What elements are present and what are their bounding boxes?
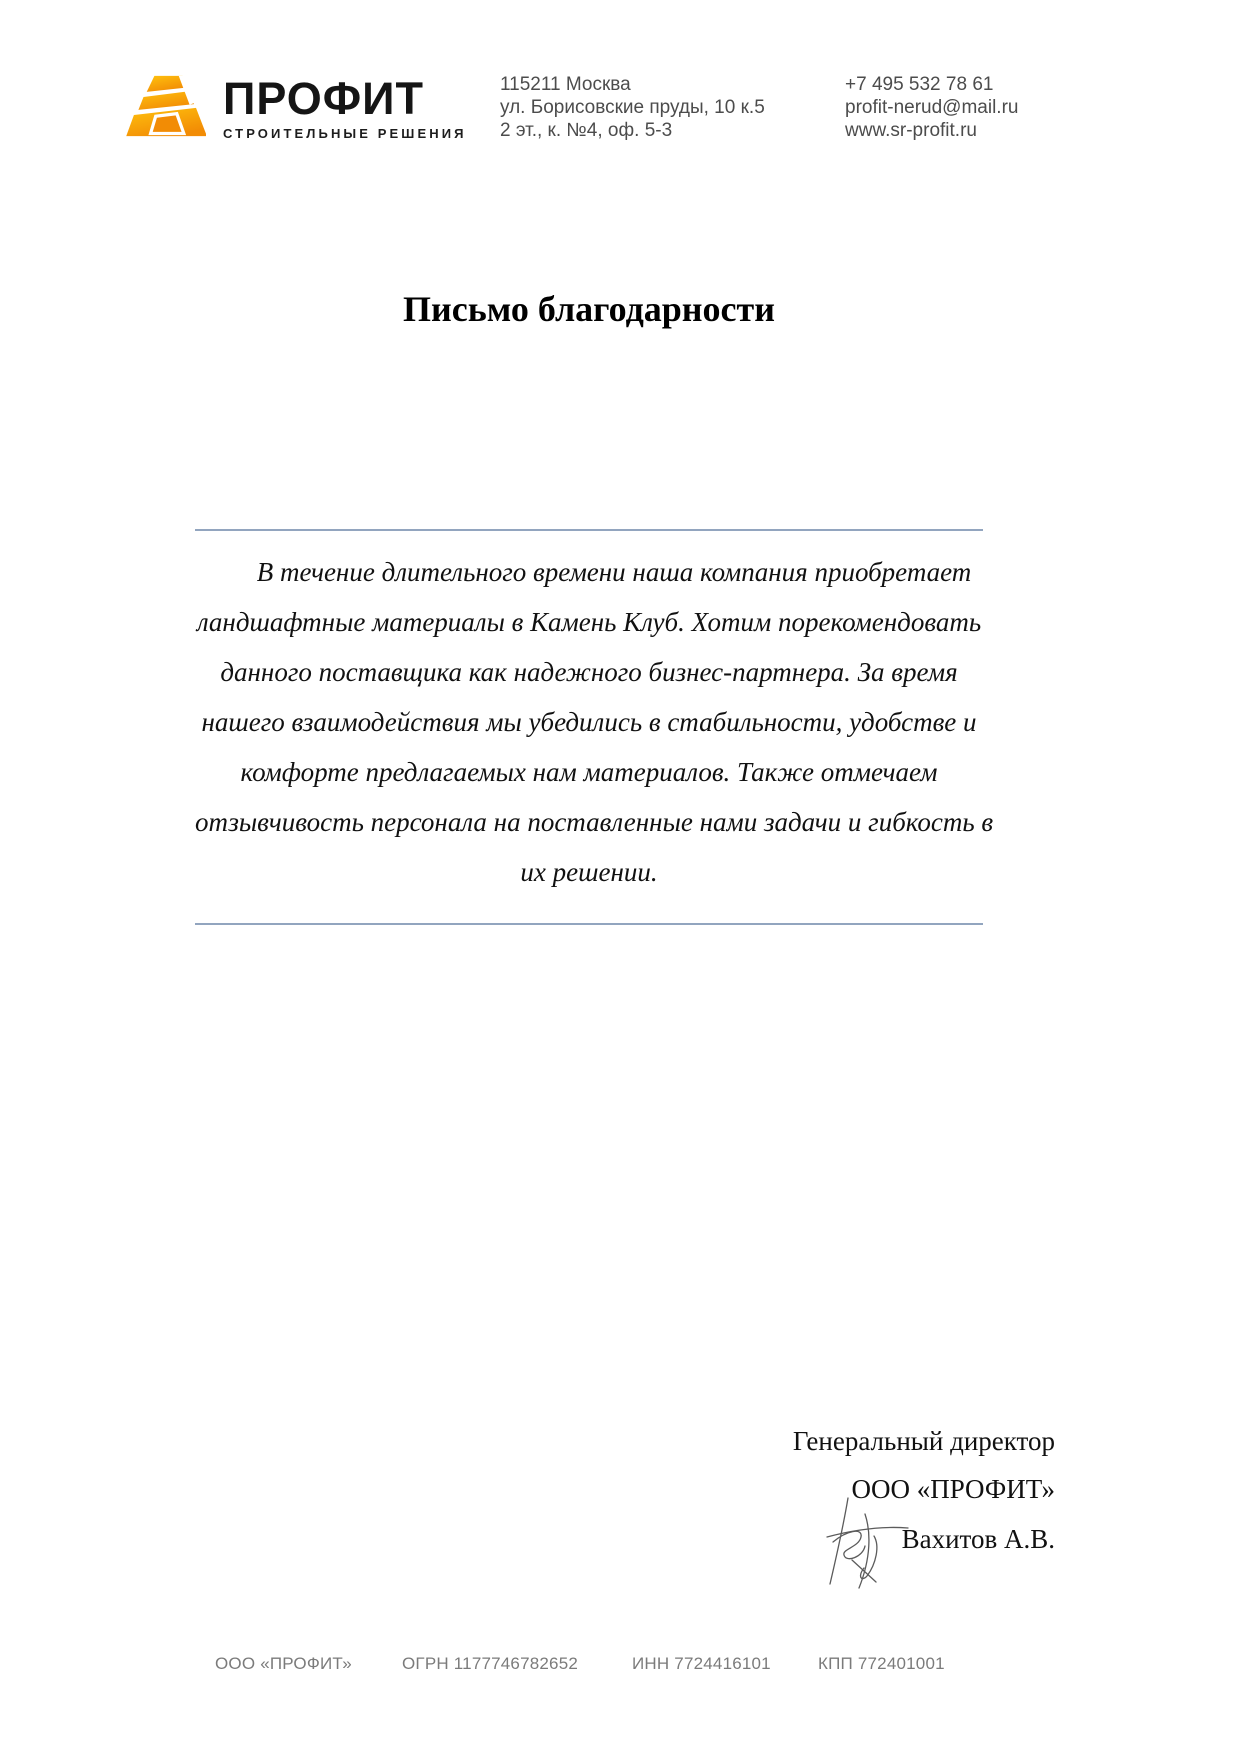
- footer-company: ООО «ПРОФИТ»: [215, 1654, 352, 1673]
- profit-logo-text: [223, 73, 467, 141]
- page-title: Письмо благодарности: [403, 289, 775, 329]
- footer-inn: ИНН 7724416101: [632, 1654, 771, 1673]
- address-city: 115211 Москва: [500, 74, 631, 95]
- bottom-divider: [195, 923, 983, 925]
- website-url: www.sr-profit.ru: [845, 120, 977, 141]
- footer-kpp: КПП 772401001: [818, 1654, 945, 1673]
- signer-company: ООО «ПРОФИТ»: [851, 1474, 1055, 1504]
- body-line: В течение длительного времени наша компания приобретает: [256, 557, 972, 587]
- phone-number: +7 495 532 78 61: [845, 74, 994, 95]
- body-line: комфорте предлагаемых нам материалов. Также отмечаем: [240, 757, 938, 787]
- company-address: [500, 73, 765, 142]
- body-line: отзывчивость персонала на поставленные нами задачи и гибкость в: [195, 807, 994, 837]
- body-line: ландшафтные материалы в Камень Клуб. Хотим порекомендовать: [196, 607, 982, 637]
- signer-role: Генеральный директор: [792, 1426, 1055, 1456]
- address-office: 2 эт., к. №4, оф. 5-3: [500, 120, 673, 141]
- letter-body-text: [195, 547, 994, 897]
- body-line: их решении.: [520, 857, 658, 887]
- body-line: нашего взаимодействия мы убедились в стабильности, удобстве и: [201, 707, 977, 737]
- profit-logo-icon: [122, 74, 206, 138]
- top-divider: [195, 529, 983, 531]
- body-line: данного поставщика как надежного бизнес-партнера. За время: [220, 657, 958, 687]
- company-contacts: [845, 73, 1018, 142]
- brand-name: ПРОФИТ: [223, 73, 425, 124]
- brand-tagline: СТРОИТЕЛЬНЫЕ РЕШЕНИЯ: [223, 126, 467, 141]
- address-street: ул. Борисовские пруды, 10 к.5: [500, 97, 765, 118]
- email-address: profit-nerud@mail.ru: [845, 97, 1019, 118]
- signer-name: Вахитов А.В.: [901, 1524, 1055, 1554]
- footer-ogrn: ОГРН 1177746782652: [402, 1654, 579, 1673]
- handwritten-signature: [818, 1488, 913, 1596]
